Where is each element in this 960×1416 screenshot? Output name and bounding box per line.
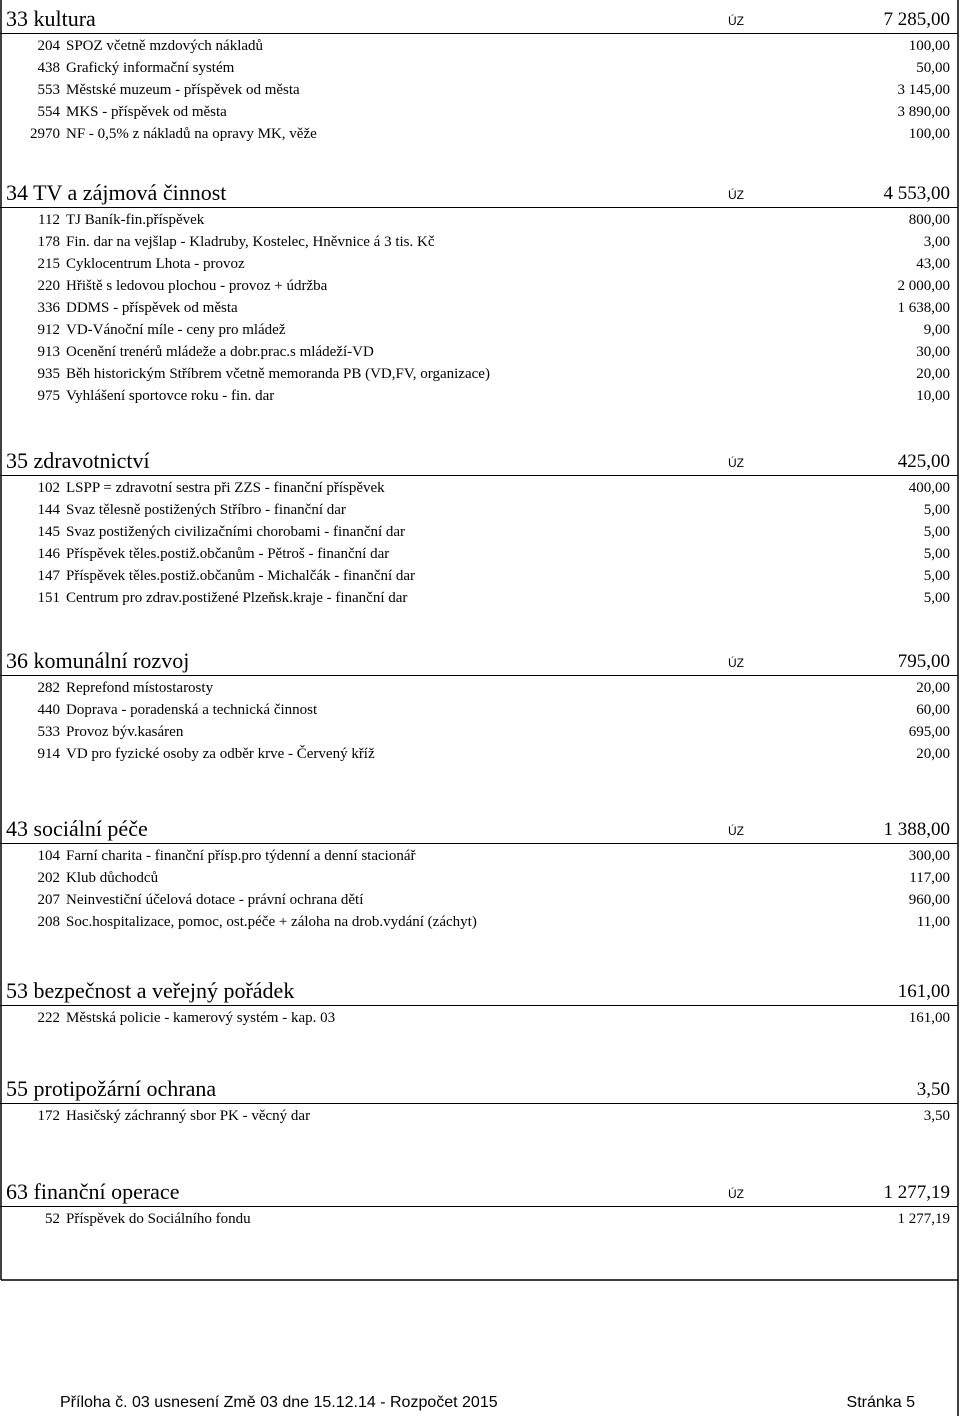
- section-header: [0, 1072, 958, 1102]
- section-34: [0, 176, 958, 407]
- item-description: Klub důchodců: [66, 870, 159, 886]
- item-code: 208: [37, 914, 60, 930]
- item-code: 975: [37, 388, 60, 404]
- section-divider: [0, 675, 958, 676]
- item-description: MKS - příspěvek od města: [66, 104, 227, 120]
- item-description: Hřiště s ledovou plochou - provoz + údržba: [66, 278, 328, 294]
- item-code: 554: [37, 104, 60, 120]
- item-amount: 43,00: [916, 256, 950, 272]
- item-code: 147: [37, 568, 60, 584]
- item-amount: 30,00: [916, 344, 950, 360]
- budget-row: [0, 319, 958, 341]
- item-code: 438: [37, 60, 60, 76]
- section-name: bezpečnost a veřejný pořádek: [33, 978, 295, 1003]
- item-amount: 5,00: [923, 568, 950, 584]
- item-amount: 5,00: [923, 502, 950, 518]
- budget-row: [0, 521, 958, 543]
- item-amount: 1 277,19: [897, 1211, 950, 1227]
- section-code: 43: [6, 816, 28, 841]
- item-amount: 400,00: [908, 480, 950, 496]
- section-divider: [0, 475, 958, 476]
- section-code: 35: [6, 448, 28, 473]
- section-code: 55: [6, 1076, 28, 1101]
- section-divider: [0, 843, 958, 844]
- item-description: SPOZ včetně mzdových nákladů: [66, 38, 264, 54]
- item-code: 2970: [30, 126, 60, 142]
- section-code: 34: [6, 180, 28, 205]
- section-title: [6, 448, 150, 474]
- uz-marker: ÚZ: [728, 14, 744, 28]
- item-code: 172: [37, 1108, 60, 1124]
- section-header: [0, 644, 958, 674]
- section-code: 36: [6, 648, 28, 673]
- item-description: Městská policie - kamerový systém - kap. 03: [66, 1010, 336, 1026]
- item-code: 914: [37, 746, 60, 762]
- item-amount: 1 638,00: [897, 300, 950, 316]
- budget-row: [0, 845, 958, 867]
- item-amount: 3,00: [923, 234, 950, 250]
- item-amount: 20,00: [916, 366, 950, 382]
- section-total: 1 388,00: [883, 819, 950, 840]
- item-amount: 117,00: [909, 870, 950, 886]
- item-amount: 5,00: [923, 590, 950, 606]
- section-divider: [0, 1206, 958, 1207]
- section-title: [6, 180, 226, 206]
- budget-row: [0, 743, 958, 765]
- item-description: Svaz tělesně postižených Stříbro - finanční dar: [66, 502, 346, 518]
- item-amount: 5,00: [923, 546, 950, 562]
- budget-row: [0, 275, 958, 297]
- section-total: 3,50: [916, 1079, 950, 1100]
- item-amount: 2 000,00: [897, 278, 950, 294]
- section-63: [0, 1175, 958, 1230]
- section-total: 7 285,00: [883, 9, 950, 30]
- item-amount: 5,00: [923, 524, 950, 540]
- item-code: 112: [38, 212, 60, 228]
- section-name: protipožární ochrana: [33, 1076, 217, 1101]
- item-description: Cyklocentrum Lhota - provoz: [66, 256, 245, 272]
- budget-row: [0, 79, 958, 101]
- item-description: TJ Baník-fin.příspěvek: [66, 212, 205, 228]
- section-divider: [0, 207, 958, 208]
- item-code: 913: [37, 344, 60, 360]
- item-description: Svaz postižených civilizačními chorobami - finanční dar: [66, 524, 406, 540]
- uz-marker: ÚZ: [728, 824, 744, 838]
- section-header: [0, 2, 958, 32]
- item-code: 222: [37, 1010, 60, 1026]
- item-amount: 11,00: [916, 914, 950, 930]
- budget-row: [0, 867, 958, 889]
- item-description: Centrum pro zdrav.postižené Plzeňsk.kraje - finanční dar: [66, 590, 408, 606]
- section-title: [6, 1179, 179, 1205]
- item-code: 336: [37, 300, 60, 316]
- section-total: 4 553,00: [883, 183, 950, 204]
- item-code: 204: [37, 38, 60, 54]
- item-code: 215: [37, 256, 60, 272]
- budget-row: [0, 889, 958, 911]
- section-header: [0, 974, 958, 1004]
- item-amount: 695,00: [908, 724, 950, 740]
- item-code: 145: [37, 524, 60, 540]
- item-amount: 10,00: [916, 388, 950, 404]
- budget-row: [0, 677, 958, 699]
- budget-row: [0, 543, 958, 565]
- budget-row: [0, 565, 958, 587]
- budget-row: [0, 57, 958, 79]
- item-code: 178: [37, 234, 60, 250]
- budget-row: [0, 699, 958, 721]
- budget-row: [0, 123, 958, 145]
- section-total: 161,00: [897, 981, 950, 1002]
- item-amount: 960,00: [908, 892, 950, 908]
- item-code: 282: [37, 680, 60, 696]
- item-amount: 3,50: [923, 1108, 950, 1124]
- item-amount: 20,00: [916, 746, 950, 762]
- budget-row: [0, 1208, 958, 1230]
- item-code: 220: [37, 278, 60, 294]
- item-description: NF - 0,5% z nákladů na opravy MK, věže: [66, 126, 317, 142]
- item-code: 104: [37, 848, 60, 864]
- item-code: 52: [45, 1211, 60, 1227]
- section-total: 1 277,19: [883, 1182, 950, 1203]
- item-description: Reprefond místostarosty: [66, 680, 214, 696]
- item-amount: 300,00: [908, 848, 950, 864]
- section-header: [0, 1175, 958, 1205]
- section-header: [0, 444, 958, 474]
- item-amount: 50,00: [916, 60, 950, 76]
- page-number: Stránka 5: [846, 1394, 915, 1411]
- item-description: Neinvestiční účelová dotace - právní ochrana dětí: [66, 892, 364, 908]
- budget-row: [0, 477, 958, 499]
- item-amount: 161,00: [908, 1010, 950, 1026]
- section-code: 33: [6, 6, 28, 31]
- section-total: 425,00: [897, 451, 950, 472]
- item-code: 207: [37, 892, 60, 908]
- section-43: [0, 812, 958, 933]
- item-code: 102: [37, 480, 60, 496]
- budget-row: [0, 587, 958, 609]
- item-amount: 60,00: [916, 702, 950, 718]
- item-description: VD-Vánoční míle - ceny pro mládež: [66, 322, 286, 338]
- budget-row: [0, 297, 958, 319]
- section-53: [0, 974, 958, 1029]
- budget-row: [0, 35, 958, 57]
- item-description: Hasičský záchranný sbor PK - věcný dar: [66, 1108, 311, 1124]
- item-description: Vyhlášení sportovce roku - fin. dar: [66, 388, 275, 404]
- section-title: [6, 648, 189, 674]
- uz-marker: ÚZ: [728, 456, 744, 470]
- item-code: 202: [37, 870, 60, 886]
- uz-marker: ÚZ: [728, 188, 744, 202]
- section-divider: [0, 1005, 958, 1006]
- section-name: TV a zájmová činnost: [33, 180, 227, 205]
- item-description: Provoz býv.kasáren: [66, 724, 184, 740]
- section-code: 53: [6, 978, 28, 1003]
- item-description: Ocenění trenérů mládeže a dobr.prac.s mládeží-VD: [66, 344, 374, 360]
- budget-row: [0, 253, 958, 275]
- item-description: Příspěvek těles.postiž.občanům - Pětroš - finanční dar: [66, 546, 390, 562]
- section-header: [0, 812, 958, 842]
- budget-row: [0, 1007, 958, 1029]
- item-description: VD pro fyzické osoby za odběr krve - Červený kříž: [66, 746, 375, 762]
- item-description: Městské muzeum - příspěvek od města: [66, 82, 300, 98]
- item-description: Grafický informační systém: [66, 60, 235, 76]
- item-code: 533: [37, 724, 60, 740]
- item-description: Fin. dar na vejšlap - Kladruby, Kostelec, Hněvnice á 3 tis. Kč: [66, 234, 435, 250]
- budget-row: [0, 499, 958, 521]
- item-amount: 800,00: [908, 212, 950, 228]
- section-name: komunální rozvoj: [33, 648, 190, 673]
- section-35: [0, 444, 958, 609]
- page-footer: [0, 1391, 960, 1415]
- item-description: Příspěvek do Sociálního fondu: [66, 1211, 251, 1227]
- section-code: 63: [6, 1179, 28, 1204]
- section-36: [0, 644, 958, 765]
- item-code: 553: [37, 82, 60, 98]
- item-amount: 20,00: [916, 680, 950, 696]
- section-header: [0, 176, 958, 206]
- uz-marker: ÚZ: [728, 656, 744, 670]
- item-code: 146: [37, 546, 60, 562]
- item-description: Farní charita - finanční přísp.pro týdenní a denní stacionář: [66, 848, 416, 864]
- section-title: [6, 978, 294, 1004]
- item-description: Příspěvek těles.postiž.občanům - Michalčák - finanční dar: [66, 568, 416, 584]
- section-title: [6, 816, 148, 842]
- uz-marker: ÚZ: [728, 1187, 744, 1201]
- item-description: Soc.hospitalizace, pomoc, ost.péče + záloha na drob.vydání (záchyt): [66, 914, 477, 930]
- budget-row: [0, 209, 958, 231]
- budget-row: [0, 721, 958, 743]
- budget-row: [0, 231, 958, 253]
- item-amount: 3 145,00: [897, 82, 950, 98]
- budget-row: [0, 341, 958, 363]
- budget-row: [0, 385, 958, 407]
- item-description: Doprava - poradenská a technická činnost: [66, 702, 318, 718]
- section-title: [6, 6, 96, 32]
- budget-row: [0, 911, 958, 933]
- section-title: [6, 1076, 216, 1102]
- section-55: [0, 1072, 958, 1127]
- item-amount: 9,00: [923, 322, 950, 338]
- item-code: 440: [37, 702, 60, 718]
- item-description: DDMS - příspěvek od města: [66, 300, 238, 316]
- item-description: LSPP = zdravotní sestra při ZZS - finanční příspěvek: [66, 480, 385, 496]
- section-33: [0, 2, 958, 145]
- budget-row: [0, 101, 958, 123]
- item-code: 935: [37, 366, 60, 382]
- budget-row: [0, 1105, 958, 1127]
- item-description: Běh historickým Stříbrem včetně memoranda PB (VD,FV, organizace): [66, 366, 490, 382]
- item-amount: 100,00: [908, 38, 950, 54]
- budget-row: [0, 363, 958, 385]
- item-code: 912: [37, 322, 60, 338]
- section-divider: [0, 33, 958, 34]
- footer-left-text: Příloha č. 03 usnesení Změ 03 dne 15.12.14 - Rozpočet 2015: [60, 1394, 498, 1411]
- section-name: kultura: [33, 6, 96, 31]
- item-code: 151: [37, 590, 60, 606]
- section-name: sociální péče: [33, 816, 148, 841]
- section-name: zdravotnictví: [33, 448, 150, 473]
- item-code: 144: [37, 502, 60, 518]
- item-amount: 3 890,00: [897, 104, 950, 120]
- section-name: finanční operace: [33, 1179, 180, 1204]
- section-total: 795,00: [897, 651, 950, 672]
- item-amount: 100,00: [908, 126, 950, 142]
- section-divider: [0, 1103, 958, 1104]
